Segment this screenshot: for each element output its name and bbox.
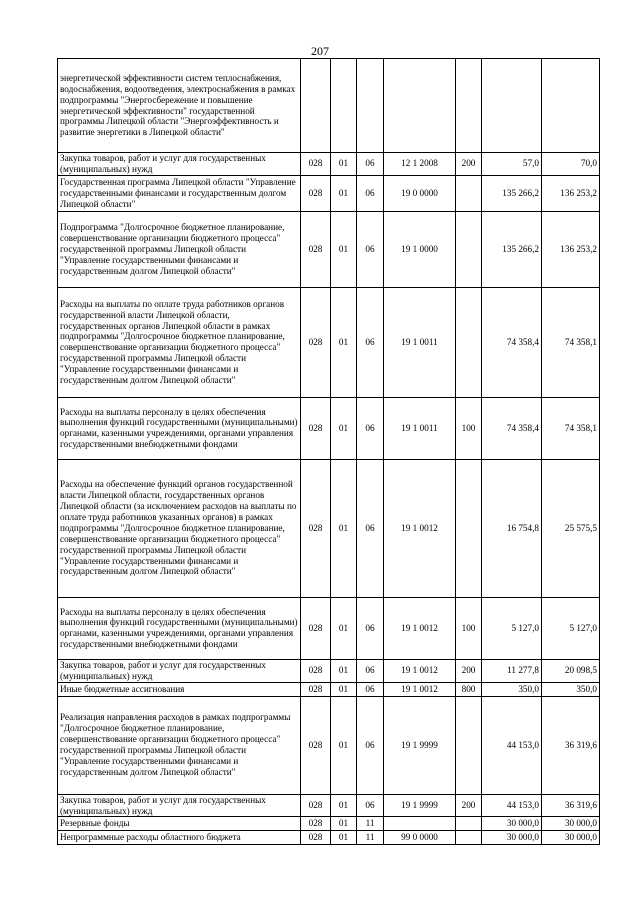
amount-year-1: 30 000,0 xyxy=(482,831,542,845)
ministry-code: 028 xyxy=(301,211,331,287)
amount-year-1: 74 358,4 xyxy=(482,287,542,397)
table-row xyxy=(58,659,600,682)
amount-year-2: 74 358,1 xyxy=(542,397,600,459)
amount-year-1: 5 127,0 xyxy=(482,597,542,659)
subsection-code: 06 xyxy=(357,153,384,176)
ministry-code: 028 xyxy=(301,696,331,794)
section-code: 01 xyxy=(331,817,357,831)
section-code xyxy=(331,59,357,153)
row-description: Непрограммные расходы областного бюджета xyxy=(58,831,301,845)
table-row xyxy=(58,153,600,176)
expense-type-code: 200 xyxy=(456,153,482,176)
expense-type-code xyxy=(456,831,482,845)
subsection-code: 06 xyxy=(357,397,384,459)
amount-year-1: 16 754,8 xyxy=(482,459,542,597)
subsection-code: 06 xyxy=(357,794,384,817)
table-row xyxy=(58,682,600,696)
ministry-code: 028 xyxy=(301,831,331,845)
amount-year-2: 20 098,5 xyxy=(542,659,600,682)
amount-year-1: 57,0 xyxy=(482,153,542,176)
target-article-code: 19 1 0012 xyxy=(384,659,456,682)
subsection-code: 06 xyxy=(357,597,384,659)
expense-type-code xyxy=(456,459,482,597)
ministry-code: 028 xyxy=(301,659,331,682)
amount-year-2: 30 000,0 xyxy=(542,817,600,831)
ministry-code: 028 xyxy=(301,682,331,696)
amount-year-2: 36 319,6 xyxy=(542,696,600,794)
amount-year-1 xyxy=(482,59,542,153)
section-code: 01 xyxy=(331,459,357,597)
ministry-code: 028 xyxy=(301,794,331,817)
subsection-code: 11 xyxy=(357,831,384,845)
amount-year-1: 30 000,0 xyxy=(482,817,542,831)
ministry-code: 028 xyxy=(301,397,331,459)
target-article-code: 19 1 0012 xyxy=(384,682,456,696)
table-row xyxy=(58,175,600,211)
target-article-code: 19 0 0000 xyxy=(384,175,456,211)
ministry-code xyxy=(301,59,331,153)
target-article-code: 19 1 9999 xyxy=(384,696,456,794)
section-code: 01 xyxy=(331,682,357,696)
target-article-code: 19 1 0000 xyxy=(384,211,456,287)
table-row xyxy=(58,817,600,831)
subsection-code: 06 xyxy=(357,682,384,696)
expense-type-code: 200 xyxy=(456,794,482,817)
target-article-code: 19 1 0011 xyxy=(384,397,456,459)
row-description: Закупка товаров, работ и услуг для государственных (муниципальных) нужд xyxy=(58,153,301,176)
row-description: Расходы на выплаты по оплате труда работников органов государственной власти Липецкой области, государственных органов Липецкой области в рамках подпрограммы "Долгосрочное бюджетное планирование, совершенствование организации бюджетного процесса" государственной программы Липецкой области "Управление государственными финансами и государственным долгом Липецкой области" xyxy=(58,287,301,397)
row-description: Государственная программа Липецкой области "Управление государственными финансами и государственным долгом Липецкой области" xyxy=(58,175,301,211)
row-description: Расходы на выплаты персоналу в целях обеспечения выполнения функций государственными (муниципальными) органами, казенными учреждениями, органами управления государственными внебюджетными фондами xyxy=(58,597,301,659)
target-article-code xyxy=(384,817,456,831)
table-row xyxy=(58,794,600,817)
section-code: 01 xyxy=(331,211,357,287)
row-description: Подпрограмма "Долгосрочное бюджетное планирование, совершенствование организации бюджетного процесса" государственной программы Липецкой области "Управление государственными финансами и государственным долгом Липецкой области" xyxy=(58,211,301,287)
amount-year-2: 36 319,6 xyxy=(542,794,600,817)
section-code: 01 xyxy=(331,831,357,845)
section-code: 01 xyxy=(331,153,357,176)
subsection-code: 06 xyxy=(357,459,384,597)
amount-year-2: 136 253,2 xyxy=(542,211,600,287)
expense-type-code xyxy=(456,59,482,153)
ministry-code: 028 xyxy=(301,459,331,597)
page-number: 207 xyxy=(311,44,329,58)
expense-type-code: 100 xyxy=(456,597,482,659)
expense-type-code xyxy=(456,211,482,287)
amount-year-1: 74 358,4 xyxy=(482,397,542,459)
expense-type-code xyxy=(456,287,482,397)
row-description: энергетической эффективности систем теплоснабжения, водоснабжения, водоотведения, электроснабжения в рамках подпрограммы "Энергосбережение и повышение энергетической эффективности" государственной программы Липецкой области "Энергоэффективность и развитие энергетики в Липецкой области" xyxy=(58,59,301,153)
amount-year-2: 350,0 xyxy=(542,682,600,696)
subsection-code: 06 xyxy=(357,659,384,682)
target-article-code: 19 1 9999 xyxy=(384,794,456,817)
ministry-code: 028 xyxy=(301,153,331,176)
row-description: Закупка товаров, работ и услуг для государственных (муниципальных) нужд xyxy=(58,794,301,817)
table-row xyxy=(58,597,600,659)
table-row xyxy=(58,397,600,459)
ministry-code: 028 xyxy=(301,817,331,831)
expense-type-code xyxy=(456,175,482,211)
amount-year-1: 44 153,0 xyxy=(482,794,542,817)
row-description: Расходы на выплаты персоналу в целях обеспечения выполнения функций государственными (муниципальными) органами, казенными учреждениями, органами управления государственными внебюджетными фондами xyxy=(58,397,301,459)
target-article-code xyxy=(384,59,456,153)
section-code: 01 xyxy=(331,597,357,659)
row-description: Расходы на обеспечение функций органов государственной власти Липецкой области, государственных органов Липецкой области (за исключением расходов на выплаты по оплате труда работников указанных органов) в рамках подпрограммы "Долгосрочное бюджетное планирование, совершенствование организации бюджетного процесса" государственной программы Липецкой области "Управление государственными финансами и государственным долгом Липецкой области" xyxy=(58,459,301,597)
target-article-code: 19 1 0012 xyxy=(384,597,456,659)
section-code: 01 xyxy=(331,175,357,211)
section-code: 01 xyxy=(331,794,357,817)
target-article-code: 99 0 0000 xyxy=(384,831,456,845)
target-article-code: 12 1 2008 xyxy=(384,153,456,176)
expense-type-code: 800 xyxy=(456,682,482,696)
expense-type-code xyxy=(456,696,482,794)
table-row xyxy=(58,287,600,397)
amount-year-1: 350,0 xyxy=(482,682,542,696)
amount-year-2: 5 127,0 xyxy=(542,597,600,659)
amount-year-2: 136 253,2 xyxy=(542,175,600,211)
amount-year-1: 135 266,2 xyxy=(482,211,542,287)
section-code: 01 xyxy=(331,659,357,682)
subsection-code xyxy=(357,59,384,153)
expense-type-code: 200 xyxy=(456,659,482,682)
amount-year-2: 74 358,1 xyxy=(542,287,600,397)
row-description: Закупка товаров, работ и услуг для государственных (муниципальных) нужд xyxy=(58,659,301,682)
amount-year-2: 30 000,0 xyxy=(542,831,600,845)
section-code: 01 xyxy=(331,696,357,794)
table-row xyxy=(58,831,600,845)
ministry-code: 028 xyxy=(301,597,331,659)
amount-year-2 xyxy=(542,59,600,153)
subsection-code: 06 xyxy=(357,211,384,287)
amount-year-2: 70,0 xyxy=(542,153,600,176)
ministry-code: 028 xyxy=(301,287,331,397)
subsection-code: 06 xyxy=(357,287,384,397)
expense-type-code: 100 xyxy=(456,397,482,459)
row-description: Иные бюджетные ассигнования xyxy=(58,682,301,696)
section-code: 01 xyxy=(331,397,357,459)
target-article-code: 19 1 0012 xyxy=(384,459,456,597)
subsection-code: 06 xyxy=(357,175,384,211)
section-code: 01 xyxy=(331,287,357,397)
ministry-code: 028 xyxy=(301,175,331,211)
amount-year-1: 11 277,8 xyxy=(482,659,542,682)
amount-year-1: 44 153,0 xyxy=(482,696,542,794)
subsection-code: 11 xyxy=(357,817,384,831)
row-description: Реализация направления расходов в рамках подпрограммы "Долгосрочное бюджетное планирование, совершенствование организации бюджетного процесса" государственной программы Липецкой области "Управление государственными финансами и государственным долгом Липецкой области" xyxy=(58,696,301,794)
table-row xyxy=(58,459,600,597)
row-description: Резервные фонды xyxy=(58,817,301,831)
amount-year-1: 135 266,2 xyxy=(482,175,542,211)
subsection-code: 06 xyxy=(357,696,384,794)
amount-year-2: 25 575,5 xyxy=(542,459,600,597)
table-row xyxy=(58,696,600,794)
table-row xyxy=(58,211,600,287)
table-row xyxy=(58,59,600,153)
target-article-code: 19 1 0011 xyxy=(384,287,456,397)
budget-table xyxy=(57,58,600,845)
expense-type-code xyxy=(456,817,482,831)
